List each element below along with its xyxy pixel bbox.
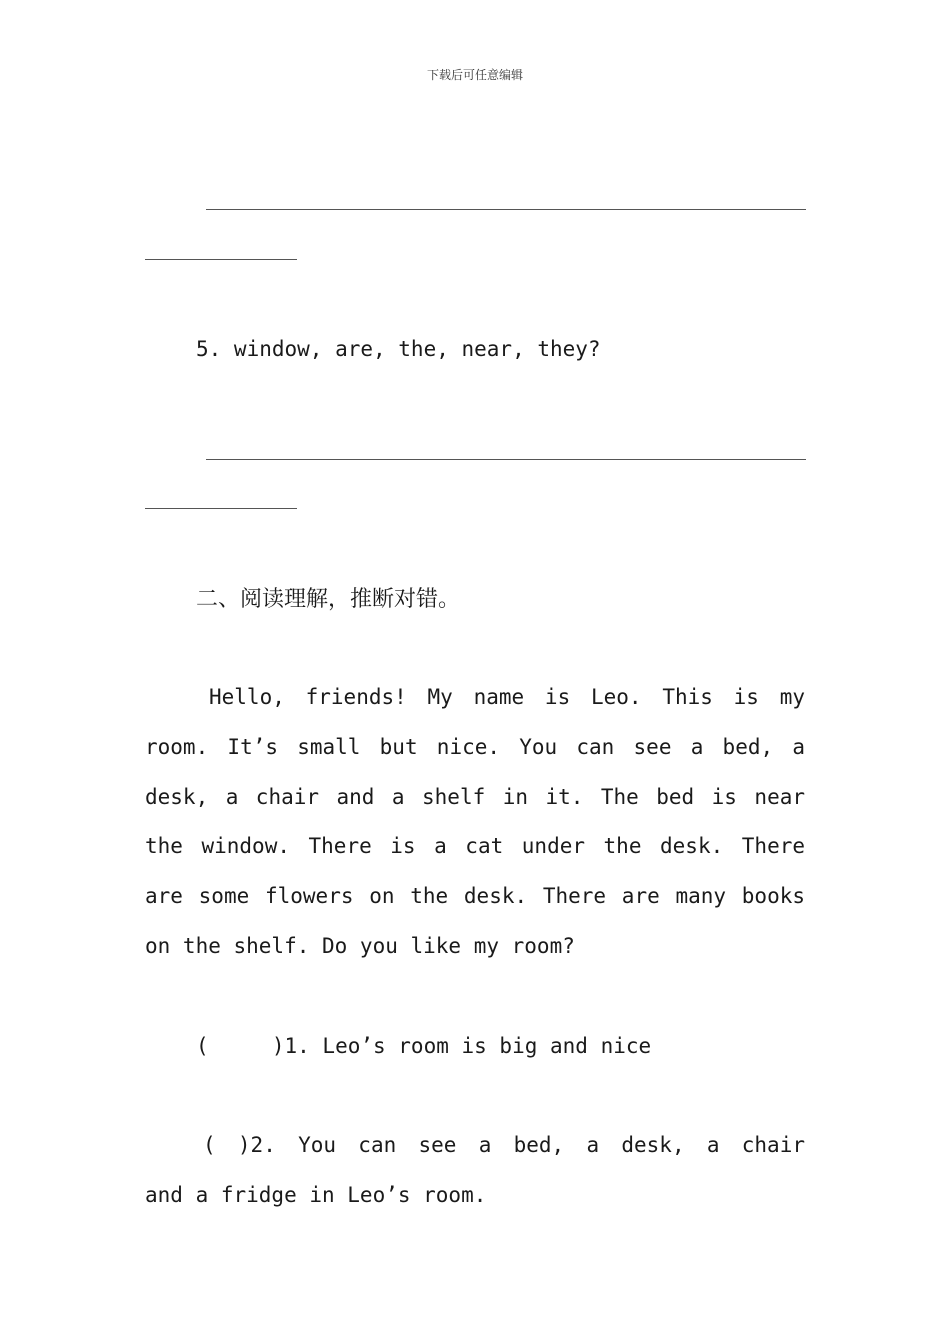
- section-title: 二、阅读理解，推断对错。: [196, 587, 461, 612]
- item-2-line-2: and a fridge in Leo’s room.: [145, 1183, 487, 1207]
- item-1: ( )1. Leo’s room is big and nice: [196, 1034, 652, 1058]
- passage-line-3: desk, a chair and a shelf in it. The bed is near: [145, 785, 805, 809]
- passage-line-6: on the shelf. Do you like my room?: [145, 934, 575, 958]
- header-note: 下载后可任意编辑: [426, 68, 523, 82]
- answer-line-q5-bottom: [145, 508, 297, 509]
- passage-line-2: room. It’s small but nice. You can see a bed, a: [145, 735, 805, 759]
- passage-line-1: Hello, friends! My name is Leo. This is my: [209, 685, 805, 709]
- answer-line-q4-bottom: [145, 259, 297, 260]
- question-5: 5. window, are, the, near, they?: [196, 337, 601, 361]
- passage-line-4: the window. There is a cat under the desk. There: [145, 834, 805, 858]
- answer-line-q4-top: [206, 209, 806, 210]
- answer-line-q5-top: [206, 459, 806, 460]
- item-2-line-1: ( )2. You can see a bed, a desk, a chair: [203, 1133, 805, 1157]
- passage-line-5: are some flowers on the desk. There are many books: [145, 884, 805, 908]
